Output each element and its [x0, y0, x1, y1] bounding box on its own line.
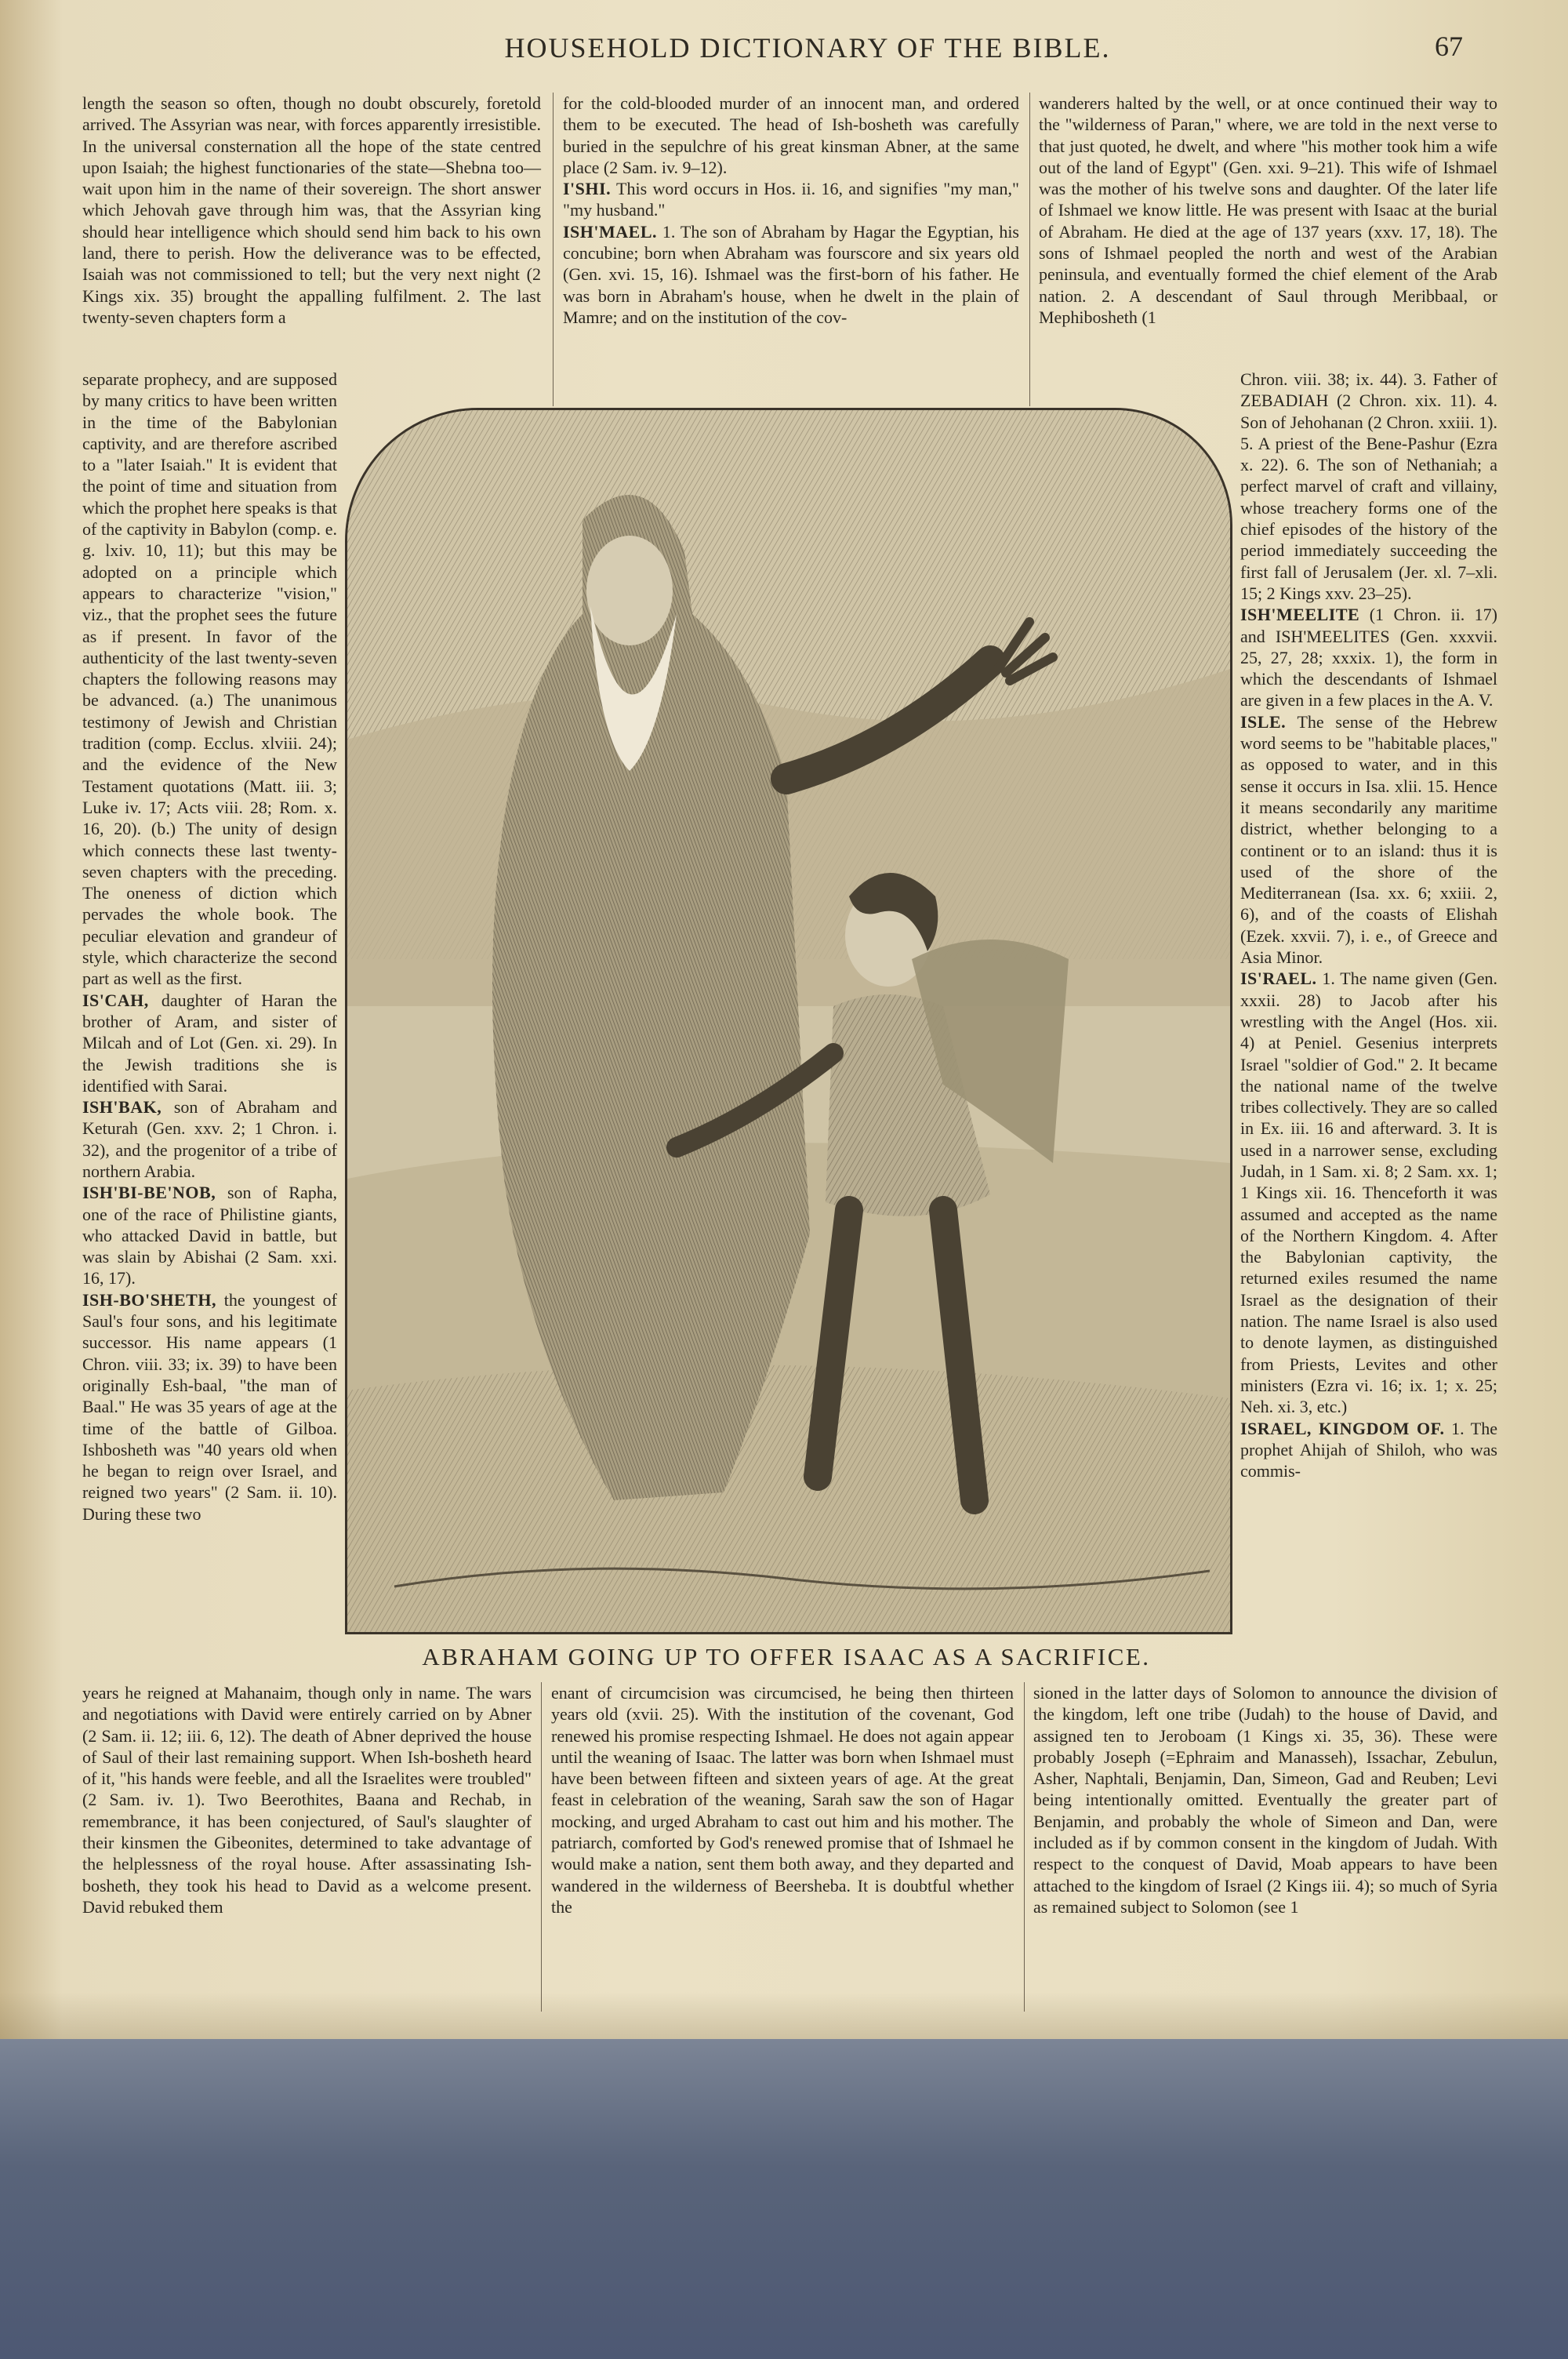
column-divider	[541, 1682, 542, 2012]
column-right-narrow	[1240, 369, 1497, 1481]
entry-ishmael-text: 1. The son of Abraham by Hagar the Egyptian, his concubine; born when Abraham was fourscore and six years old (Gen. xvi. 15, 16). Ishmael was the first-born of his father. He was born in Abraham's house, when he dwelt in the plain of Mamre; and on the institution of the cov-	[563, 221, 1019, 327]
background-surface	[0, 2039, 1568, 2359]
entry-israel-text: 1. The name given (Gen. xxxii. 28) to Jacob after his wrestling with the Angel (Hos. xii. 4) at Peniel. Gesenius interprets Israel "soldier of God." 2. It became the national name of the twelve tribes collectively. They are so called in Ex. iii. 16 and afterward. 3. It is used in a narrower sense, excluding Judah, in 1 Sam. xi. 8; 2 Sam. xx. 1; 1 Kings xii. 16. Thenceforth it was assumed and accepted as the name of the Northern Kingdom. 4. After the Babylonian captivity, the returned exiles resumed the name Israel as the designation of their nation. The name Israel is also used to denote laymen, as distinguished from Priests, Levites and other ministers (Ezra vi. 16; ix. 1; x. 25; Neh. xi. 3, etc.)	[1240, 969, 1497, 1417]
entry-ishbibenob-text: son of Rapha, one of the race of Philistine giants, who attacked David in battle, but was slain by Abishai (2 Sam. xxi. 16, 17).	[82, 1183, 338, 1289]
entry-isle-text: The sense of the Hebrew word seems to be "habitable places," as opposed to water, and in this sense it occurs in Isa. xlii. 15. Hence it means secondarily any maritime district, whether belonging to a continent or to an island: thus it is used of the shore of the Mediterranean (Isa. xx. 6; xxiii. 2, 6), and of the coasts of Elishah (Ezek. xxvii. 7), i. e., of Greece and Asia Minor.	[1240, 711, 1497, 968]
entry-israel	[1240, 968, 1497, 1417]
headword-isle: ISLE.	[1240, 711, 1287, 732]
column-divider	[1024, 1682, 1025, 2012]
headword-ishbibenob: ISH'BI-BE'NOB,	[82, 1183, 216, 1203]
ishbosheth-continuation: years he reigned at Mahanaim, though only in name. The wars and negotiations with David were entirely carried on by Abner (2 Sam. ii. 12; iii. 6, 12). The death of Abner deprived the house of Saul of their last remaining support. When Ish-bosheth heard of it, "his hands were feeble, and all the Israelites were troubled" (2 Sam. iv. 1). Two Beerothites, Baana and Rechab, in remembrance, it has been conjectured, of Saul's slaughter of their kinsmen the Gibeonites, determined to take advantage of the helplessness of the royal house. After assassinating Ish-bosheth, they took his head to David as a welcome present. David rebuked them	[82, 1683, 532, 1917]
headword-ishbak: ISH'BAK,	[82, 1097, 162, 1118]
column-top-left	[82, 93, 541, 328]
ishmael-continuation: wanderers halted by the well, or at once continued their way to the "wilderness of Paran," where, we are told in the next verse to that just quoted, he dwelt, and where "his mother took him a wife out of the land of Egypt" (Gen. xxi. 9–21). This wife of Ishmael was the mother of his twelve sons and daughter. Of the later life of Ishmael we know little. He was present with Isaac at the burial of Abraham. He died at the age of 137 years (xxv. 17, 18). The sons of Ishmael peopled the north and west of the Arabian peninsula, and eventually formed the chief element of the Arab nation. 2. A descendant of Saul through Meribbaal, or Mephibosheth (1	[1039, 93, 1497, 327]
entry-ishi	[563, 178, 1019, 221]
entry-ishbibenob	[82, 1182, 337, 1289]
headword-israel: IS'RAEL.	[1240, 969, 1317, 989]
column-bottom-right	[1033, 1682, 1497, 1917]
illustration-caption: ABRAHAM GOING UP TO OFFER ISAAC AS A SACRIFICE.	[422, 1643, 1151, 1670]
entry-ishmeelite-text: (1 Chron. ii. 17) and ISH'MEELITES (Gen. xxxvii. 25, 27, 28; xxxix. 1), the form in which the descendants of Ishmael are given in a few places in the A. V.	[1240, 605, 1497, 711]
entry-ishmeelite	[1240, 604, 1497, 711]
ishbosheth-ending: for the cold-blooded murder of an innocent man, and ordered them to be executed. The head of Ish-bosheth was carefully buried in the sepulchre of his great kinsman Abner, at the same place (2 Sam. iv. 9–12).	[563, 93, 1019, 177]
headword-ishi: I'SHI.	[563, 179, 612, 199]
entry-ishbak-text: son of Abraham and Keturah (Gen. xxv. 2; 1 Chron. i. 32), and the progenitor of a tribe of northern Arabia.	[82, 1097, 337, 1181]
entry-ishi-text: This word occurs in Hos. ii. 16, and signifies "my man," "my husband."	[563, 179, 1019, 220]
entry-iscah	[82, 990, 337, 1096]
entry-iscah-text: daughter of Haran the brother of Aram, and sister of Milcah and of Lot (Gen. xi. 29). In the Jewish traditions she is identified with Sarai.	[82, 990, 337, 1096]
headword-ishmael: ISH'MAEL.	[563, 221, 658, 242]
entry-ishbak	[82, 1096, 337, 1182]
headword-israel-kingdom: ISRAEL, KINGDOM OF.	[1240, 1418, 1445, 1438]
entry-ishbosheth-text: the youngest of Saul's four sons, and his legitimate successor. His name appears (1 Chron. viii. 33; ix. 39) to have been originally Esh-baal, "the man of Baal." He was 35 years of age at the time of the battle of Gilboa. Ishbosheth was "40 years old when he began to reign over Israel, and reigned two years" (2 Sam. ii. 10). During these two	[82, 1289, 337, 1524]
column-bottom-middle	[551, 1682, 1014, 1917]
entry-ishbosheth	[82, 1289, 337, 1525]
engraving-illustration	[345, 408, 1232, 1634]
isaiah-continuation: length the season so often, though no doubt obscurely, foretold arrived. The Assyrian was near, with forces apparently irresistible. In the universal consternation all the hope of the state centred upon Isaiah; the highest functionaries of the state—Shebna too—wait upon him in the name of their sovereign. The short answer which Jehovah gave through him was, that the Assyrian king should hear intelligence which should send him back to his own land, there to perish. How the deliverance was to be effected, Isaiah was not commissioned to tell; but the very next night (2 Kings xix. 35) brought the appalling fulfilment. 2. The last twenty-seven chapters form a	[82, 93, 541, 327]
column-top-middle	[563, 93, 1019, 328]
ishmael-covenant-continuation: enant of circumcision was circumcised, he being then thirteen years old (xvii. 25). With the institution of the covenant, God renewed his promise respecting Ishmael. He does not again appear until the weaning of Isaac. The latter was born when Ishmael must have been between fifteen and sixteen years of age. At the great feast in celebration of the weaning, Sarah saw the son of Hagar mocking, and urged Abraham to cast out him and his mother. The patriarch, comforted by God's renewed promise that of Ishmael he would make a nation, sent them both away, and they departed and wandered in the wilderness of Beersheba. It is doubtful whether the	[551, 1683, 1014, 1917]
ishmael-descendant-continuation: Chron. viii. 38; ix. 44). 3. Father of ZEBADIAH (2 Chron. xix. 11). 4. Son of Jehohanan (2 Chron. xxiii. 1). 5. A priest of the Bene-Pashur (Ezra x. 22). 6. The son of Nethaniah; a perfect marvel of craft and villainy, whose treachery forms one of the chief episodes of the history of the period immediately succeeding the first fall of Jerusalem (Jer. xl. 7–xli. 15; 2 Kings xxv. 23–25).	[1240, 369, 1497, 603]
column-divider	[1029, 93, 1030, 406]
column-top-right	[1039, 93, 1497, 328]
column-bottom-left	[82, 1682, 532, 1917]
headword-ishbosheth: ISH-BO'SHETH,	[82, 1289, 216, 1310]
engraving-artwork	[347, 410, 1230, 1632]
running-title: HOUSEHOLD DICTIONARY OF THE BIBLE.	[504, 32, 1111, 64]
page-number: 67	[1435, 31, 1463, 62]
entry-israel-kingdom	[1240, 1418, 1497, 1482]
entry-israel-kingdom-text: 1. The prophet Ahijah of Shiloh, who was commis-	[1240, 1418, 1498, 1481]
israel-kingdom-continuation: sioned in the latter days of Solomon to announce the division of the kingdom, left one tribe (Judah) to the house of David, and assigned ten to Jeroboam (1 Kings xi. 35, 36). These were probably Joseph (=Ephraim and Manasseh), Issachar, Zebulun, Asher, Naphtali, Benjamin, Dan, Simeon, Gad and Reuben; Levi being intentionally omitted. Eventually the greater part of Benjamin, and probably the whole of Simeon and Dan, were included as if by common consent in the kingdom of Judah. With respect to the conquest of David, Moab appears to have been attached to the kingdom of Israel (2 Kings iii. 4); so much of Syria as remained subject to Solomon (see 1	[1033, 1683, 1497, 1917]
entry-isle	[1240, 711, 1497, 969]
column-divider	[553, 93, 554, 406]
isaiah-later-chapters: separate prophecy, and are supposed by many critics to have been written in the time of the Babylonian captivity, and are therefore ascribed to a "later Isaiah." It is evident that the point of time and situation from which the prophet here speaks is that of the captivity in Babylon (comp. e. g. lxiv. 10, 11); but this may be adopted on a principle which appears to characterize "vision," viz., that the prophet sees the future as if present. In favor of the authenticity of the last twenty-seven chapters the following reasons may be advanced. (a.) The unanimous testimony of Jewish and Christian tradition (comp. Ecclus. xlviii. 24); and the evidence of the New Testament quotations (Matt. iii. 3; Luke iv. 17; Acts viii. 28; Rom. x. 16, 20). (b.) The unity of design which connects these last twenty-seven chapters with the preceding. The oneness of diction which pervades the whole book. The peculiar elevation and grandeur of style, which characterize the second part as well as the first.	[82, 369, 338, 989]
headword-ishmeelite: ISH'MEELITE	[1240, 605, 1360, 625]
column-left-narrow	[82, 369, 337, 1525]
headword-iscah: IS'CAH,	[82, 990, 149, 1010]
entry-ishmael	[563, 221, 1019, 328]
